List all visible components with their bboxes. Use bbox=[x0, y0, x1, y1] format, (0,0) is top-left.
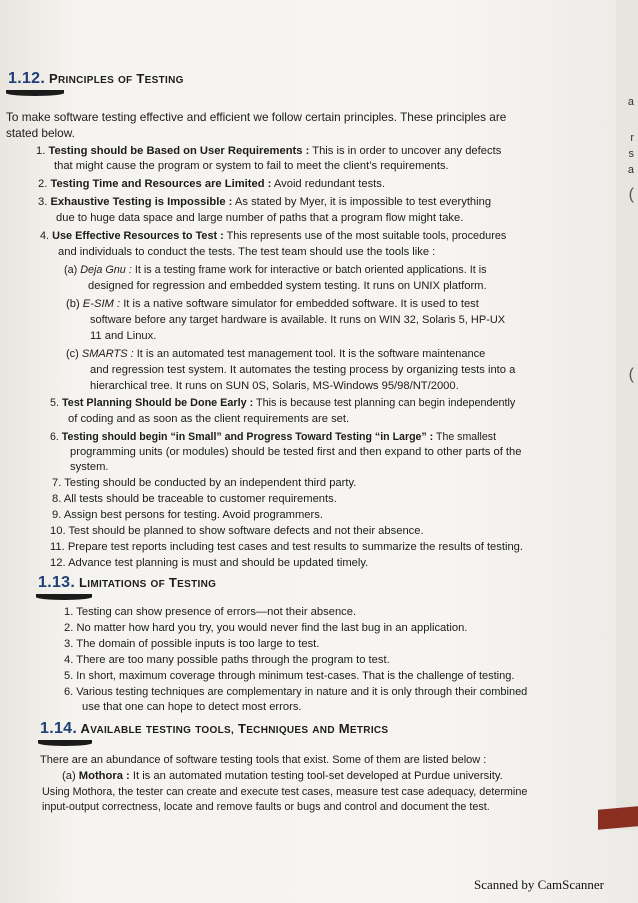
list-item-cont: and individuals to conduct the tests. The test team should use the tools like : bbox=[58, 246, 436, 258]
sub-item-cont: input-output correctness, locate and remove faults or bugs and control and document the test. bbox=[42, 801, 490, 813]
margin-char: ( bbox=[628, 366, 634, 383]
margin-char: s bbox=[628, 148, 634, 160]
heading-underline bbox=[38, 740, 92, 746]
list-item: 6. Testing should begin “in Small” and Progress Toward Testing “in Large” : The smallest bbox=[50, 431, 497, 443]
list-item-cont: due to huge data space and large number of paths that a program flow might take. bbox=[56, 212, 464, 224]
sub-item-cont: designed for regression and embedded system testing. It runs on UNIX platform. bbox=[88, 280, 487, 292]
heading-underline bbox=[6, 90, 64, 96]
sub-item: (a) Deja Gnu : It is a testing frame work for interactive or batch oriented applications. It is bbox=[64, 264, 487, 276]
section-heading-1-13: 1.13. LIMITATIONS OF TESTING bbox=[38, 574, 217, 591]
sub-item-cont: hierarchical tree. It runs on SUN 0S, Solaris, MS-Windows 95/98/NT/2000. bbox=[90, 380, 459, 392]
sub-item: (c) SMARTS : It is an automated test management tool. It is the software maintenance bbox=[66, 348, 486, 360]
sub-item-cont: 11 and Linux. bbox=[90, 330, 157, 342]
list-item: 2. Testing Time and Resources are Limited : Avoid redundant tests. bbox=[38, 178, 385, 190]
list-item-cont: use that one can hope to detect most errors. bbox=[82, 701, 302, 713]
list-item: 3. The domain of possible inputs is too large to test. bbox=[64, 638, 320, 650]
list-item: 8. All tests should be traceable to customer requirements. bbox=[52, 493, 337, 505]
sub-item-cont: software before any target hardware is available. It runs on WIN 32, Solaris 5, HP-UX bbox=[90, 314, 506, 326]
margin-char: ( bbox=[628, 186, 634, 203]
list-item: 1. Testing should be Based on User Requirements : This is in order to uncover any defects bbox=[36, 145, 502, 157]
intro-line: stated below. bbox=[6, 126, 75, 140]
list-item: 11. Prepare test reports including test cases and test results to summarize the results of testing. bbox=[50, 541, 524, 553]
margin-char: a bbox=[627, 96, 634, 108]
section-heading-1-12: 1.12. PRINCIPLES OF TESTING bbox=[8, 70, 184, 87]
list-item: 12. Advance test planning is must and should be updated timely. bbox=[50, 557, 369, 569]
margin-char: a bbox=[627, 164, 634, 176]
section-heading-1-14: 1.14. AVAILABLE TESTING TOOLS, TECHNIQUES AND METRICS bbox=[40, 720, 389, 737]
list-item-cont: of coding and as soon as the client requirements are set. bbox=[68, 413, 350, 425]
sub-item: (a) Mothora : It is an automated mutation testing tool-set developed at Purdue university. bbox=[62, 770, 503, 782]
intro-line: To make software testing effective and efficient we follow certain principles. These principles are bbox=[6, 110, 507, 124]
list-item: 2. No matter how hard you try, you would never find the last bug in an application. bbox=[64, 622, 468, 634]
list-item-cont: that might cause the program or system to fail to meet the client’s requirements. bbox=[54, 160, 449, 172]
page-corner-shadow bbox=[598, 806, 638, 829]
list-item: 10. Test should be planned to show software defects and not their absence. bbox=[50, 525, 424, 537]
list-item-cont: system. bbox=[70, 461, 109, 473]
scanner-watermark: Scanned by CamScanner bbox=[474, 877, 604, 892]
list-item: 4. Use Effective Resources to Test : This represents use of the most suitable tools, procedures bbox=[40, 230, 507, 242]
list-item-cont: programming units (or modules) should be tested first and then expand to other parts of the bbox=[70, 446, 522, 458]
list-item: 7. Testing should be conducted by an independent third party. bbox=[52, 477, 357, 489]
list-item: 5. In short, maximum coverage through minimum test-cases. That is the challenge of testing. bbox=[64, 670, 515, 682]
list-item: 6. Various testing techniques are complementary in nature and it is only through their combined bbox=[64, 686, 528, 698]
list-item: 3. Exhaustive Testing is Impossible : As stated by Myer, it is impossible to test everything bbox=[38, 196, 492, 208]
list-item: 1. Testing can show presence of errors—not their absence. bbox=[64, 606, 357, 618]
list-item: 4. There are too many possible paths through the program to test. bbox=[64, 654, 390, 666]
list-item: 5. Test Planning Should be Done Early : This is because test planning can begin independently bbox=[50, 397, 516, 409]
sub-item: (b) E-SIM : It is a native software simulator for embedded software. It is used to test bbox=[66, 298, 479, 310]
intro-line: There are an abundance of software testing tools that exist. Some of them are listed below : bbox=[40, 754, 487, 766]
adjacent-page-margin bbox=[616, 0, 638, 830]
list-item: 9. Assign best persons for testing. Avoid programmers. bbox=[52, 509, 323, 521]
heading-underline bbox=[36, 594, 92, 600]
sub-item-cont: Using Mothora, the tester can create and execute test cases, measure test case adequacy, determine bbox=[42, 786, 528, 798]
sub-item-cont: and regression test system. It automates the testing process by organizing tests into a bbox=[90, 364, 516, 376]
margin-char: r bbox=[630, 132, 634, 144]
